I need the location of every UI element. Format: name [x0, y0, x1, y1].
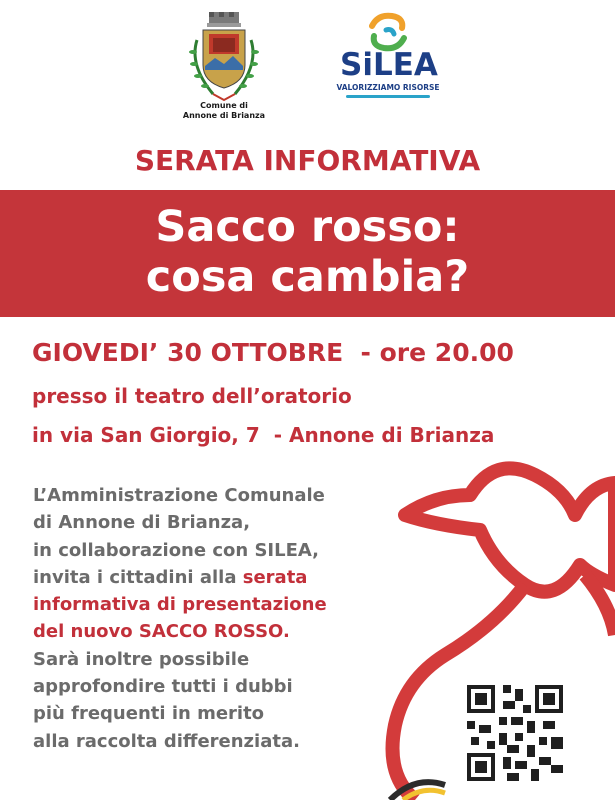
municipality-caption-line1: Comune di	[200, 101, 248, 110]
invitation-line-4-plain: invita i cittadini alla	[33, 566, 243, 588]
invitation-line-8: approfondire tutti i dubbi	[33, 676, 293, 698]
municipality-caption-line2: Annone di Brianza	[182, 111, 266, 120]
event-venue-line2: in via San Giorgio, 7 - Annone di Brianza	[32, 423, 495, 447]
invitation-line-4	[33, 564, 393, 591]
invitation-line-4-highlight: serata	[242, 566, 308, 588]
invitation-line-7: Sarà inoltre possibile	[33, 648, 250, 670]
title-line-1: Sacco rosso:	[155, 202, 460, 252]
silea-logo-text: SiLEA	[340, 47, 438, 83]
invitation-line-5: informativa di presentazione	[33, 594, 327, 616]
silea-underline	[346, 95, 430, 98]
invitation-line-10: alla raccolta differenziata.	[33, 730, 300, 752]
municipal-coat-of-arms-icon	[183, 10, 265, 106]
invitation-line-6: del nuovo SACCO ROSSO.	[33, 621, 290, 643]
title-banner	[0, 190, 615, 317]
invitation-line-1: L’Amministrazione Comunale	[33, 485, 325, 506]
title-line-2: cosa cambia?	[145, 252, 470, 302]
silea-tagline: VALORIZZIAMO RISORSE	[336, 83, 440, 92]
invitation-text	[33, 482, 393, 755]
invitation-line-9: più frequenti in merito	[33, 703, 265, 725]
invitation-line-3: in collaborazione con SILEA,	[33, 539, 319, 561]
event-date-time: GIOVEDI’ 30 OTTOBRE - ore 20.00	[32, 338, 514, 367]
qr-code-icon[interactable]	[467, 685, 563, 781]
municipality-caption	[168, 101, 280, 121]
invitation-line-2: di Annone di Brianza,	[33, 512, 251, 534]
event-kicker: SERATA INFORMATIVA	[134, 144, 481, 177]
event-venue-line1: presso il teatro dell’oratorio	[32, 384, 352, 408]
